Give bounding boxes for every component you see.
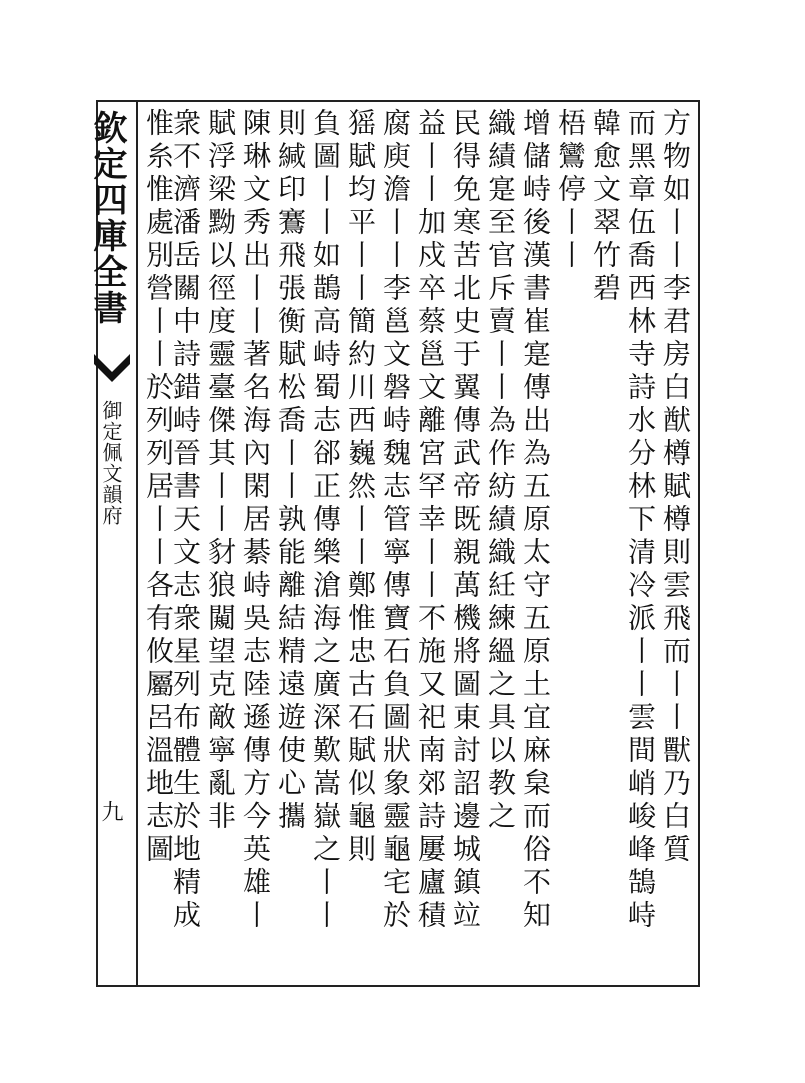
text-column-11: 負圖丨丨如鵲高峙蜀志郤正傳樂滄海之廣深歎嵩嶽之丨丨 — [309, 108, 342, 933]
fishtail-ornament-icon — [90, 350, 134, 394]
text-column-8: 益丨丨加戍卒蔡邕文離宮罕幸丨丨不施又祀南郊詩屢廬積 — [414, 108, 447, 933]
text-column-16: 惟糸惟處別營丨丨於列列居丨丨各有攸屬呂溫地志圖 — [142, 108, 175, 867]
text-column-7: 民得免寒苦北史于翼傳武帝既親萬機將圖東討詔邊城鎮竝 — [449, 108, 482, 933]
bottom-border-rule — [98, 985, 700, 987]
text-column-9: 腐庾澹丨丨李邕文磐峙魏志管寧傳寶石負圖狀象靈龜宅於 — [379, 108, 412, 933]
right-border-rule — [698, 100, 700, 987]
text-column-2: 而黑章伍喬西林寺詩水分林下清冷派丨丨雲間峭峻峰鵠峙 — [624, 108, 657, 933]
text-column-13: 陳琳文秀出丨丨著名海內閑居綦峙吳志陸遜傳方今英雄丨 — [239, 108, 272, 933]
margin-subtitle: 御定佩文韻府 — [99, 400, 123, 526]
text-column-6: 織績寔至官斥賣丨丨為作紡績織紝練縕之具以教之 — [484, 108, 517, 834]
text-column-1: 方物如丨丨李君房白猷樽賦樽則雲飛而丨丨獸乃白質 — [659, 108, 692, 867]
text-column-3: 韓愈文翠竹碧 — [589, 108, 622, 306]
text-column-5: 增儲峙後漢書崔寔傳出為五原太守五原土宜麻枲而俗不知 — [519, 108, 552, 933]
text-column-4: 梧鸞停丨丨 — [554, 108, 587, 273]
top-border-rule — [98, 100, 700, 102]
margin-title: 欽定四庫全書 — [87, 110, 127, 326]
page-number: 九 — [98, 800, 123, 822]
text-column-10: 猺賦均平丨丨簡約川西巍然丨丨鄭惟忠古石賦似龜則 — [344, 108, 377, 867]
text-column-12: 則緘印鶱飛張衡賦松喬丨丨孰能離結精遠遊使心攜 — [274, 108, 307, 834]
text-column-15: 衆不濟潘岳關中詩錯峙晉書天文志衆星列布體生於地精成 — [169, 108, 202, 933]
text-column-14: 賦浮梁黝以徑度靈臺傑其丨丨豺狼闚望克敵寧亂非 — [204, 108, 237, 834]
